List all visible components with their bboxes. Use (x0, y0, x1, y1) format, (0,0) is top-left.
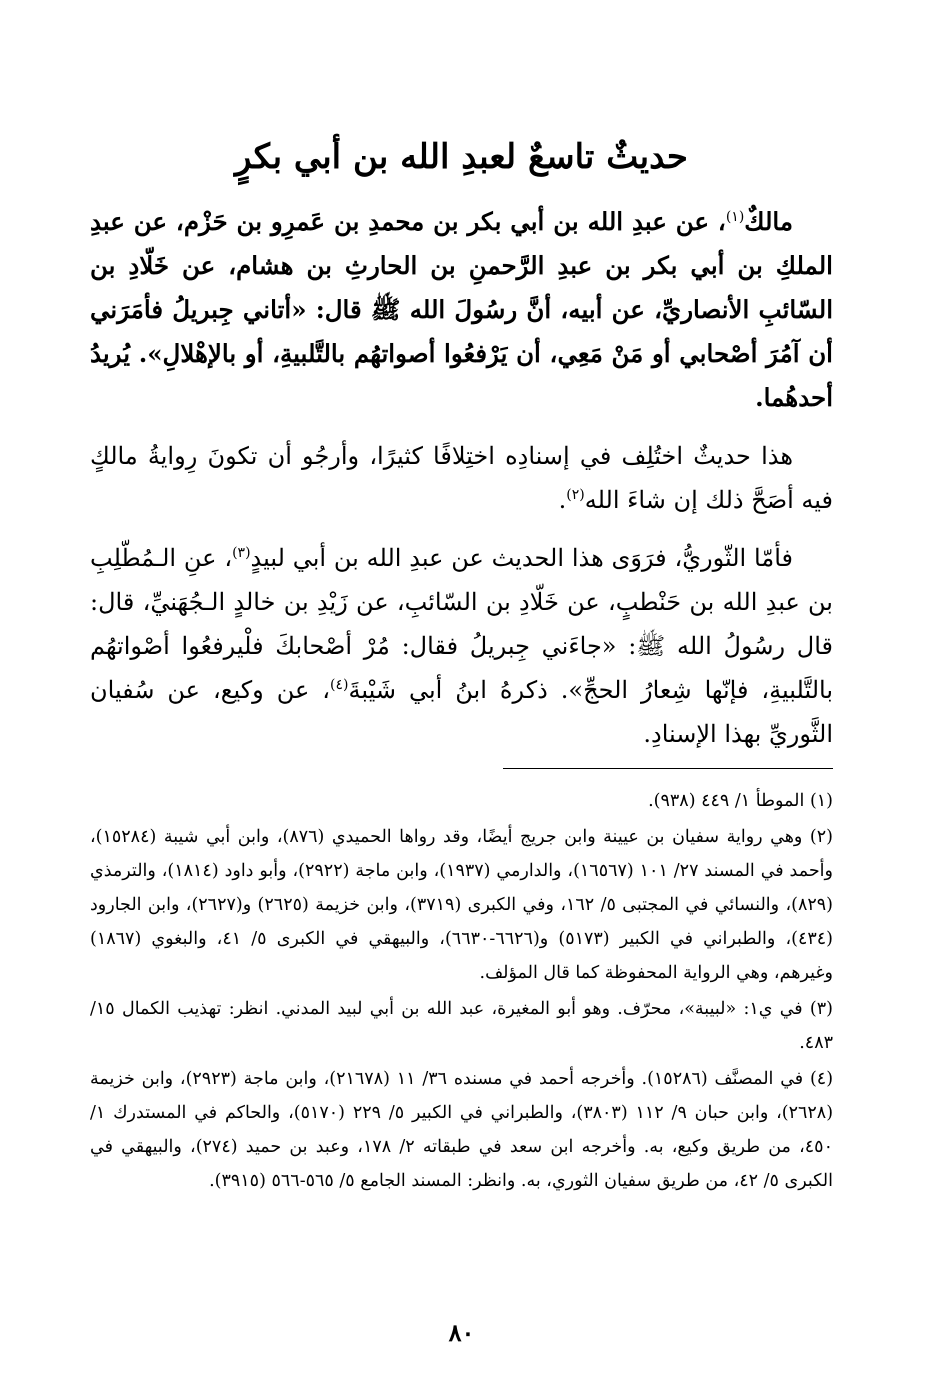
footnote-text: في المصنَّف (١٥٢٨٦). وأخرجه أحمد في مسنده ٣٦/ ١١ (٢١٦٧٨)، وابن ماجة (٢٩٢٣)، وابن خزيمة (٢٦٢٨)، وابن حبان ٩/ ١١٢ (٣٨٠٣)، والطبراني في الكبير ٥/ ٢٢٩ (٥١٧٠)، والحاكم في المستدرك ١/ ٤٥٠، من طريق وكيع، به. وأخرجه ابن سعد في طبقاته ٢/ ١٧٨، وعبد بن حميد (٢٧٤)، والبيهقي في الكبرى ٥/ ٤٢، من طريق سفيان الثوري، به. وانظر: المسند الجامع ٥/ ٥٦٥-٥٦٦ (٣٩١٥). (90, 1069, 834, 1191)
footnote-number: (٣) (809, 999, 833, 1019)
hadith-paragraph (90, 200, 833, 420)
commentary-end: . (558, 486, 567, 514)
thawri-text-part3: ، عن وكيع، عن سُفيان الثَّوريِّ بهذا الإسنادِ. (90, 676, 833, 748)
footnote-number: (١) (809, 791, 833, 811)
thawri-text-part1: فأمّا الثّوريُّ، فرَوَى هذا الحديث عن عبدِ الله بن أبي لبيدٍ (250, 544, 793, 572)
narrator-lead: مالكٌ (744, 207, 793, 236)
footnote-text: في ي١: «لبيبة»، محرّف. وهو أبو المغيرة، عبد الله بن أبي لبيد المدني. انظر: تهذيب الكمال ١٥/ ٤٨٣. (90, 999, 833, 1053)
footnote-marker-4[interactable]: (٤) (330, 677, 349, 693)
footnote-marker-1[interactable]: (١) (725, 208, 745, 225)
commentary-text: هذا حديثٌ اختُلِف في إسنادِه اختِلافًا كثيرًا، وأرجُو أن تكونَ رِوايةُ مالكٍ فيه أصَحَّ ذلك إن شاءَ الله (90, 442, 833, 514)
footnote-number: (٢) (809, 827, 833, 847)
hadith-text: ، عن عبدِ الله بن أبي بكر بن محمدِ بن عَمرِو بن حَزْم، عن عبدِ الملكِ بن أبي بكر بن عبدِ الرَّحمنِ بن الحارثِ بن هشام، عن خَلّادِ بن السّائبِ الأنصاريِّ، عن أبيه، أنَّ رسُولَ الله ﷺ قال: «أتاني جِبريلُ فأمَرَني أن آمُرَ أصْحابي أو مَنْ مَعِي، أن يَرْفعُوا أصواتهُم بالتَّلبيةِ، أو بالإهْلالِ». يُريدُ أحدهُما. (90, 207, 833, 412)
footnote-separator (503, 768, 833, 769)
footnote-3 (90, 992, 833, 1060)
footnotes-section (90, 784, 833, 1200)
footnote-text: الموطأ ١/ ٤٤٩ (٩٣٨). (648, 791, 805, 811)
footnote-number: (٤) (809, 1069, 834, 1089)
main-text (90, 200, 833, 756)
thawri-text-part2: ، عنِ الـمُطّلِبِ بن عبدِ الله بن حَنْطبٍ، عن خَلّادِ بن السّائبِ، عن زَيْدِ بن خالدٍ الـجُهَنيِّ، قال: قال رسُولُ الله ﷺ: «جاءَني جِبريلُ فقال: مُرْ أصْحابكَ فلْيرفعُوا أصْواتهُم بالتَّلبيةِ، فإنّها شِعارُ الحجِّ». ذكرهُ ابنُ أبي شَيْبةَ (90, 544, 834, 704)
footnote-marker-2[interactable]: (٢) (566, 487, 585, 503)
footnote-marker-3[interactable]: (٣) (232, 545, 251, 561)
chapter-title: حديثٌ تاسعٌ لعبدِ الله بن أبي بكرٍ (235, 136, 688, 177)
footnote-2 (90, 820, 833, 990)
footnote-text: وهي رواية سفيان بن عيينة وابن جريج أيضًا، وقد رواها الحميدي (٨٧٦)، وابن أبي شيبة (١٥٢٨٤)، وأحمد في المسند ٢٧/ ١٠١ (١٦٥٦٧)، والدارمي (١٩٣٧)، وابن ماجة (٢٩٢٢)، وأبو داود (١٨١٤)، والترمذي (٨٢٩)، والنسائي في المجتبى ٥/ ١٦٢، وفي الكبرى (٣٧١٩)، وابن خزيمة (٢٦٢٥) و(٢٦٢٧)، وابن الجارود (٤٣٤)، والطبراني في الكبير (٥١٧٣) و(٦٦٢٦-٦٦٣٠)، والبيهقي في الكبرى ٥/ ٤١، والبغوي (١٨٦٧) وغيرهم، وهي الرواية المحفوظة كما قال المؤلف. (90, 827, 833, 983)
commentary-paragraph (90, 434, 833, 522)
book-page (90, 0, 833, 1377)
footnote-4 (90, 1062, 833, 1198)
footnote-1 (90, 784, 833, 818)
page-number: ٨٠ (448, 1318, 475, 1347)
thawri-paragraph (90, 536, 833, 756)
